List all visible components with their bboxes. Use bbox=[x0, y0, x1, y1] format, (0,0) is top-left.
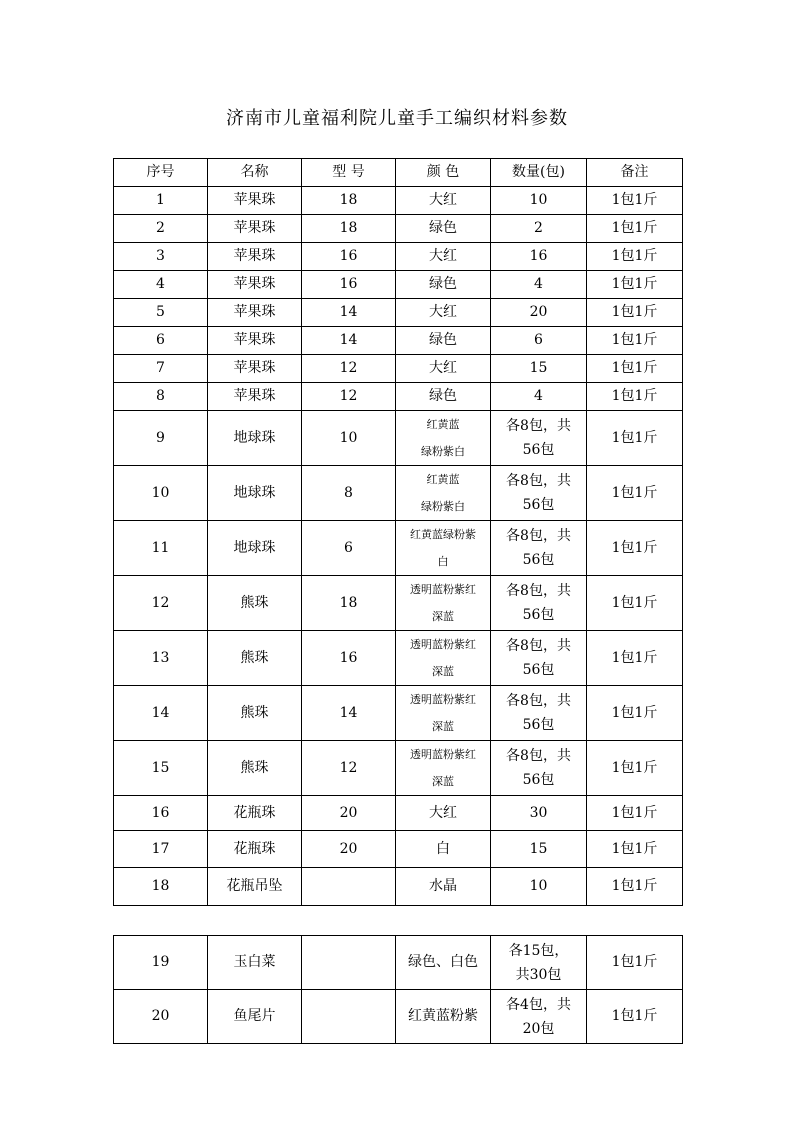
color-cell bbox=[396, 576, 491, 631]
row-number-cell: 12 bbox=[114, 576, 208, 631]
name-cell: 地球珠 bbox=[208, 521, 302, 576]
quantity-cell bbox=[491, 576, 587, 631]
model-cell: 12 bbox=[302, 741, 396, 796]
quantity-cell: 16 bbox=[491, 243, 587, 271]
name-cell: 苹果珠 bbox=[208, 355, 302, 383]
model-cell: 10 bbox=[302, 411, 396, 466]
name-cell: 熊珠 bbox=[208, 631, 302, 686]
color-line: 红黄蓝绿粉紫 bbox=[410, 528, 476, 541]
color-line: 白 bbox=[437, 555, 449, 568]
model-cell: 18 bbox=[302, 187, 396, 215]
name-cell: 花瓶珠 bbox=[208, 796, 302, 831]
color-cell: 大红 bbox=[396, 796, 491, 831]
color-line: 深蓝 bbox=[432, 610, 454, 623]
quantity-line: 56包 bbox=[522, 772, 555, 788]
model-cell bbox=[302, 936, 396, 990]
quantity-cell bbox=[491, 741, 587, 796]
color-cell: 红黄蓝粉紫 bbox=[396, 990, 491, 1044]
quantity-line: 56包 bbox=[522, 442, 555, 458]
table-row bbox=[114, 831, 683, 868]
model-cell: 14 bbox=[302, 686, 396, 741]
note-cell: 1包1斤 bbox=[587, 576, 683, 631]
model-cell: 8 bbox=[302, 466, 396, 521]
row-number-cell: 7 bbox=[114, 355, 208, 383]
row-number-cell: 9 bbox=[114, 411, 208, 466]
name-cell: 苹果珠 bbox=[208, 243, 302, 271]
color-line: 透明蓝粉紫红 bbox=[410, 583, 476, 596]
color-cell bbox=[396, 411, 491, 466]
table-row bbox=[114, 868, 683, 906]
model-cell: 18 bbox=[302, 215, 396, 243]
note-cell: 1包1斤 bbox=[587, 686, 683, 741]
row-number-cell: 14 bbox=[114, 686, 208, 741]
quantity-line: 各8包，共 bbox=[506, 583, 571, 599]
page-title: 济南市儿童福利院儿童手工编织材料参数 bbox=[226, 108, 568, 129]
table-row bbox=[114, 466, 683, 521]
column-header: 备注 bbox=[587, 159, 683, 187]
model-cell: 16 bbox=[302, 631, 396, 686]
name-cell: 地球珠 bbox=[208, 411, 302, 466]
note-cell: 1包1斤 bbox=[587, 187, 683, 215]
color-cell: 大红 bbox=[396, 355, 491, 383]
quantity-line: 共30包 bbox=[515, 966, 562, 983]
model-cell: 12 bbox=[302, 383, 396, 411]
name-cell: 苹果珠 bbox=[208, 215, 302, 243]
quantity-cell: 6 bbox=[491, 327, 587, 355]
model-cell: 20 bbox=[302, 831, 396, 868]
quantity-cell bbox=[491, 631, 587, 686]
name-cell: 苹果珠 bbox=[208, 187, 302, 215]
row-number-cell: 1 bbox=[114, 187, 208, 215]
name-cell: 地球珠 bbox=[208, 466, 302, 521]
quantity-cell: 10 bbox=[491, 187, 587, 215]
color-cell bbox=[396, 466, 491, 521]
quantity-cell bbox=[491, 521, 587, 576]
table-row bbox=[114, 299, 683, 327]
color-cell: 绿色 bbox=[396, 271, 491, 299]
name-cell: 苹果珠 bbox=[208, 327, 302, 355]
column-header: 名称 bbox=[208, 159, 302, 187]
model-cell: 6 bbox=[302, 521, 396, 576]
table-row bbox=[114, 686, 683, 741]
color-line: 绿粉紫白 bbox=[421, 445, 465, 458]
table-row bbox=[114, 631, 683, 686]
table-row bbox=[114, 990, 683, 1044]
quantity-cell: 10 bbox=[491, 868, 587, 906]
table-row bbox=[114, 411, 683, 466]
note-cell: 1包1斤 bbox=[587, 355, 683, 383]
materials-table bbox=[113, 158, 683, 906]
color-line: 深蓝 bbox=[432, 665, 454, 678]
name-cell: 鱼尾片 bbox=[208, 990, 302, 1044]
note-cell: 1包1斤 bbox=[587, 631, 683, 686]
name-cell: 熊珠 bbox=[208, 686, 302, 741]
quantity-line: 20包 bbox=[522, 1020, 555, 1037]
row-number-cell: 6 bbox=[114, 327, 208, 355]
name-cell: 苹果珠 bbox=[208, 299, 302, 327]
quantity-cell bbox=[491, 411, 587, 466]
note-cell: 1包1斤 bbox=[587, 271, 683, 299]
color-cell: 大红 bbox=[396, 187, 491, 215]
quantity-line: 各4包，共 bbox=[506, 996, 571, 1013]
quantity-cell bbox=[491, 990, 587, 1044]
quantity-line: 各15包， bbox=[508, 942, 569, 959]
color-line: 透明蓝粉紫红 bbox=[410, 638, 476, 651]
color-cell: 绿色、白色 bbox=[396, 936, 491, 990]
color-line: 红黄蓝 bbox=[426, 418, 460, 431]
color-cell bbox=[396, 741, 491, 796]
table-row bbox=[114, 187, 683, 215]
column-header: 数量(包) bbox=[491, 159, 587, 187]
note-cell: 1包1斤 bbox=[587, 936, 683, 990]
model-cell bbox=[302, 990, 396, 1044]
color-cell bbox=[396, 521, 491, 576]
quantity-line: 各8包，共 bbox=[506, 528, 571, 544]
color-cell: 白 bbox=[396, 831, 491, 868]
note-cell: 1包1斤 bbox=[587, 243, 683, 271]
color-cell: 绿色 bbox=[396, 383, 491, 411]
row-number-cell: 3 bbox=[114, 243, 208, 271]
column-header: 型 号 bbox=[302, 159, 396, 187]
note-cell: 1包1斤 bbox=[587, 990, 683, 1044]
note-cell: 1包1斤 bbox=[587, 383, 683, 411]
note-cell: 1包1斤 bbox=[587, 299, 683, 327]
color-cell: 大红 bbox=[396, 243, 491, 271]
quantity-cell bbox=[491, 686, 587, 741]
name-cell: 熊珠 bbox=[208, 741, 302, 796]
quantity-cell: 20 bbox=[491, 299, 587, 327]
name-cell: 花瓶吊坠 bbox=[208, 868, 302, 906]
row-number-cell: 13 bbox=[114, 631, 208, 686]
note-cell: 1包1斤 bbox=[587, 741, 683, 796]
table-row bbox=[114, 741, 683, 796]
quantity-cell: 2 bbox=[491, 215, 587, 243]
quantity-line: 56包 bbox=[522, 497, 555, 513]
note-cell: 1包1斤 bbox=[587, 521, 683, 576]
color-cell bbox=[396, 631, 491, 686]
color-line: 深蓝 bbox=[432, 720, 454, 733]
row-number-cell: 20 bbox=[114, 990, 208, 1044]
note-cell: 1包1斤 bbox=[587, 868, 683, 906]
row-number-cell: 4 bbox=[114, 271, 208, 299]
table-row bbox=[114, 521, 683, 576]
name-cell: 苹果珠 bbox=[208, 383, 302, 411]
row-number-cell: 10 bbox=[114, 466, 208, 521]
note-cell: 1包1斤 bbox=[587, 327, 683, 355]
row-number-cell: 16 bbox=[114, 796, 208, 831]
quantity-line: 56包 bbox=[522, 552, 555, 568]
row-number-cell: 17 bbox=[114, 831, 208, 868]
row-number-cell: 8 bbox=[114, 383, 208, 411]
color-line: 深蓝 bbox=[432, 775, 454, 788]
row-number-cell: 15 bbox=[114, 741, 208, 796]
model-cell: 14 bbox=[302, 327, 396, 355]
table-row bbox=[114, 383, 683, 411]
name-cell: 玉白菜 bbox=[208, 936, 302, 990]
quantity-cell bbox=[491, 466, 587, 521]
model-cell: 16 bbox=[302, 271, 396, 299]
quantity-cell: 30 bbox=[491, 796, 587, 831]
quantity-line: 各8包，共 bbox=[506, 693, 571, 709]
model-cell: 16 bbox=[302, 243, 396, 271]
note-cell: 1包1斤 bbox=[587, 411, 683, 466]
table-row bbox=[114, 355, 683, 383]
row-number-cell: 5 bbox=[114, 299, 208, 327]
name-cell: 花瓶珠 bbox=[208, 831, 302, 868]
table-row bbox=[114, 243, 683, 271]
note-cell: 1包1斤 bbox=[587, 466, 683, 521]
quantity-cell: 15 bbox=[491, 831, 587, 868]
quantity-cell: 15 bbox=[491, 355, 587, 383]
color-cell bbox=[396, 686, 491, 741]
quantity-cell bbox=[491, 936, 587, 990]
quantity-line: 56包 bbox=[522, 607, 555, 623]
color-cell: 水晶 bbox=[396, 868, 491, 906]
color-cell: 绿色 bbox=[396, 215, 491, 243]
model-cell: 20 bbox=[302, 796, 396, 831]
table-header-row bbox=[114, 159, 683, 187]
table-row bbox=[114, 215, 683, 243]
table-row bbox=[114, 271, 683, 299]
model-cell: 18 bbox=[302, 576, 396, 631]
table-row bbox=[114, 936, 683, 990]
column-header: 序号 bbox=[114, 159, 208, 187]
quantity-cell: 4 bbox=[491, 271, 587, 299]
row-number-cell: 18 bbox=[114, 868, 208, 906]
note-cell: 1包1斤 bbox=[587, 831, 683, 868]
table-row bbox=[114, 796, 683, 831]
column-header: 颜 色 bbox=[396, 159, 491, 187]
row-number-cell: 11 bbox=[114, 521, 208, 576]
row-number-cell: 19 bbox=[114, 936, 208, 990]
quantity-line: 各8包，共 bbox=[506, 473, 571, 489]
color-cell: 大红 bbox=[396, 299, 491, 327]
quantity-line: 各8包，共 bbox=[506, 638, 571, 654]
quantity-line: 各8包，共 bbox=[506, 418, 571, 434]
table-row bbox=[114, 327, 683, 355]
model-cell: 14 bbox=[302, 299, 396, 327]
color-line: 透明蓝粉紫红 bbox=[410, 693, 476, 706]
model-cell bbox=[302, 868, 396, 906]
color-cell: 绿色 bbox=[396, 327, 491, 355]
name-cell: 熊珠 bbox=[208, 576, 302, 631]
model-cell: 12 bbox=[302, 355, 396, 383]
color-line: 红黄蓝 bbox=[426, 473, 460, 486]
table-row bbox=[114, 576, 683, 631]
quantity-line: 各8包，共 bbox=[506, 748, 571, 764]
color-line: 透明蓝粉紫红 bbox=[410, 748, 476, 761]
note-cell: 1包1斤 bbox=[587, 215, 683, 243]
row-number-cell: 2 bbox=[114, 215, 208, 243]
quantity-line: 56包 bbox=[522, 717, 555, 733]
color-line: 绿粉紫白 bbox=[421, 500, 465, 513]
quantity-cell: 4 bbox=[491, 383, 587, 411]
materials-table-continued bbox=[113, 935, 683, 1044]
name-cell: 苹果珠 bbox=[208, 271, 302, 299]
quantity-line: 56包 bbox=[522, 662, 555, 678]
note-cell: 1包1斤 bbox=[587, 796, 683, 831]
